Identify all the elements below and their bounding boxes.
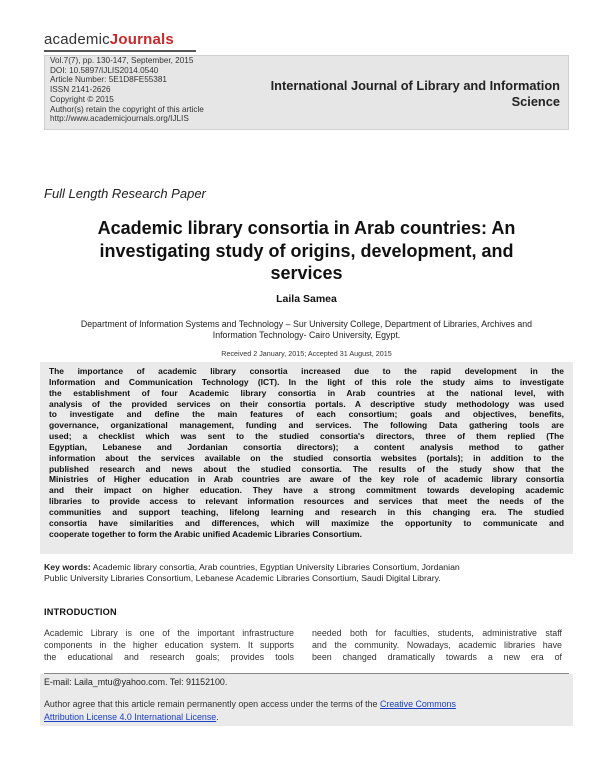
abstract-line: used; a checklist which was sent to the studied consortia's directors, three of them replied (The (49, 431, 564, 442)
meta-url[interactable]: http://www.academicjournals.org/IJLIS (50, 114, 189, 124)
abstract-line: consortia have similarities and differences, which will maximize the opportunity to communicate and (49, 517, 564, 528)
meta-issn: ISSN 2141-2626 (50, 85, 111, 95)
affiliation-line-1: Department of Information Systems and Technology – Sur University College, Department of Libraries, Archives and (80, 319, 533, 329)
meta-article-number: Article Number: 5E1D8FE55381 (50, 75, 167, 85)
body-line: been changed dramatically towards a new era of (312, 651, 562, 662)
affiliation-line-2: Information Technology- Cairo University, Egypt. (212, 330, 401, 340)
abstract-line: information about the services available on the studied consortia websites (portals); in addition to the (49, 452, 564, 463)
abstract-line: Ministries of Higher education in Arab countries are aware of the key role of academic library consortia (49, 474, 564, 485)
meta-doi: DOI: 10.5897/IJLIS2014.0540 (50, 65, 159, 75)
body-line: the educational and research goals; provides tools (44, 651, 294, 662)
journal-name (270, 78, 560, 110)
license-period: . (216, 712, 219, 722)
keywords-label: Key words: (44, 562, 91, 572)
logo-underline (44, 50, 196, 52)
title-line-3: services (270, 263, 343, 283)
logo-text-journals: Journals (109, 31, 174, 48)
abstract-line: The importance of academic library consortia increased due to the rapid development in the (49, 366, 564, 376)
body-column-right (312, 628, 562, 663)
abstract-line: published research and news about the studied consortia. The results of the study show that the (49, 463, 564, 474)
journal-name-line-2: Science (511, 94, 560, 109)
license-notice (44, 698, 569, 724)
abstract-line: and their impact on higher education. They have a strong commitment towards developing academic (49, 485, 564, 496)
article-metadata (50, 56, 204, 124)
meta-rights: Author(s) retain the copyright of this article (50, 104, 204, 114)
abstract-line: libraries to provide access to relevant information resources and services that meet the needs of the (49, 496, 564, 507)
affiliation (44, 319, 569, 341)
abstract-line: governance, organizational management, funding and services. The following Data gathering tools are (49, 420, 564, 431)
title-line-1: Academic library consortia in Arab countries: An (97, 218, 516, 238)
meta-copyright: Copyright © 2015 (50, 94, 114, 104)
abstract (40, 362, 573, 554)
license-link-attribution[interactable]: Attribution License 4.0 International License (44, 712, 217, 722)
logo-text-academic: academic (44, 31, 110, 48)
abstract-line: the establishment of four Academic library consortia in Arab countries at the national level, with (49, 387, 564, 398)
license-text: Author agree that this article remain permanently open access under the terms of the (44, 699, 380, 709)
body-line: and the community. Nowadays, academic libraries have (312, 639, 562, 650)
abstract-line: analysis of the provided services on their consortia portals. A descriptive study methodology was used (49, 398, 564, 409)
body-column-left (44, 628, 294, 663)
body-line: components in the higher education system. It supports (44, 639, 294, 650)
section-heading-introduction: INTRODUCTION (44, 607, 117, 617)
abstract-line: to investigate and define the main features of each consortium; goals and objectives, benefits, (49, 409, 564, 420)
license-link-creative-commons[interactable]: Creative Commons (379, 699, 456, 709)
abstract-line: communities and support teaching, lifelong learning and research in this changing era. The studied (49, 506, 564, 517)
abstract-line: Egyptian, Lebanese and Jordanian consortia directors); a content analysis method to gather (49, 441, 564, 452)
corresponding-email: E-mail: Laila_mtu@yahoo.com. Tel: 91152100. (44, 677, 228, 687)
received-dates: Received 2 January, 2015; Accepted 31 August, 2015 (221, 349, 392, 358)
body-line: needed both for faculties, students, administrative staff (312, 628, 562, 638)
abstract-line: cooperate together to form the Arabic unified Academic Libraries Consortium. (49, 528, 363, 539)
publisher-logo (44, 31, 174, 48)
paper-title (44, 217, 569, 285)
author-name: Laila Samea (276, 293, 337, 305)
keywords-line-1: Academic library consortia, Arab countries, Egyptian University Libraries Consortium, Jordanian (90, 562, 460, 572)
body-line: Academic Library is one of the important infrastructure (44, 628, 294, 638)
abstract-line: Information and Communication Technology (ICT). In the light of this role the study aims to investigate (49, 376, 564, 387)
keywords (44, 562, 569, 584)
keywords-line-2: Public University Libraries Consortium, Lebanese Academic Libraries Consortium, Saudi Digital Library. (44, 573, 441, 583)
title-line-2: investigating study of origins, development, and (99, 240, 514, 261)
paper-type: Full Length Research Paper (44, 186, 206, 201)
meta-volume: Vol.7(7), pp. 130-147, September, 2015 (50, 56, 194, 65)
journal-name-line-1: International Journal of Library and Information (270, 78, 560, 93)
